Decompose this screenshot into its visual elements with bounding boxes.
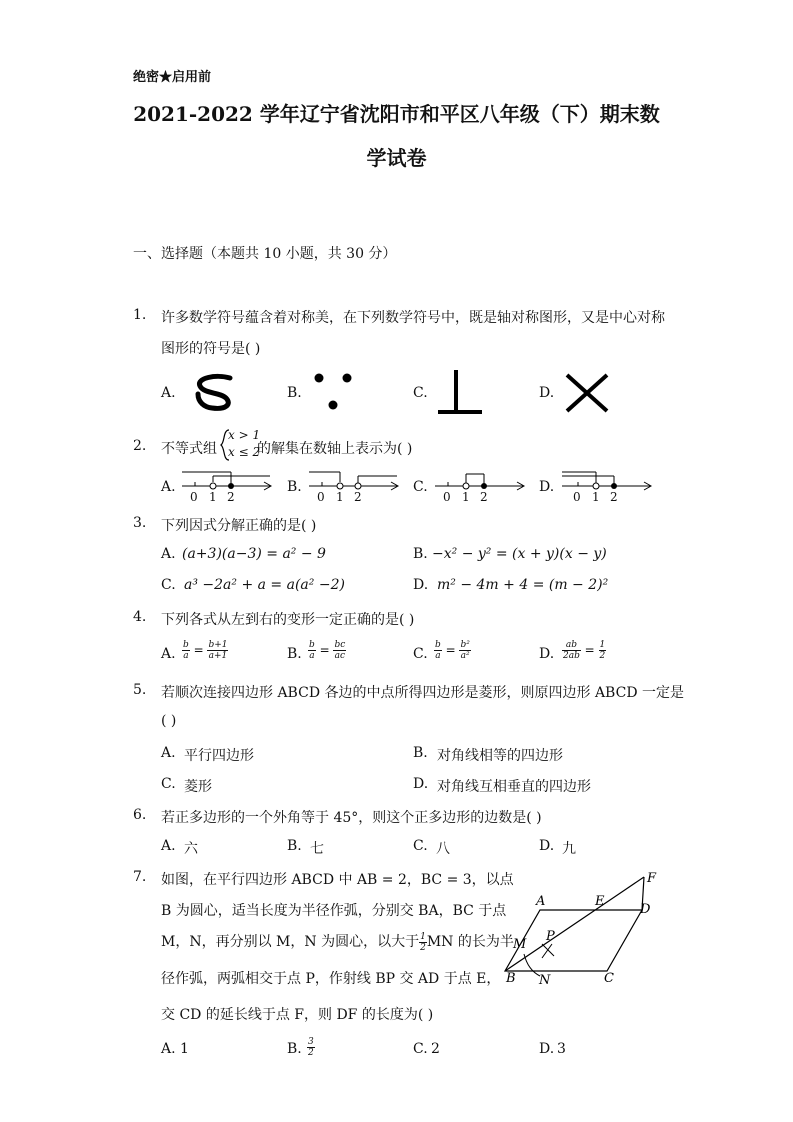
option-label: C. xyxy=(413,385,428,401)
option-label: B. xyxy=(413,546,428,562)
option-expression: $\frac{b}{a}$ = $\frac{bc}{ac}$ xyxy=(309,640,346,661)
inequality-2: x ≤ 2 xyxy=(228,445,261,459)
arc-intersection-p xyxy=(542,944,554,958)
option-expression: $\frac{b}{a}$ = $\frac{b+1}{a+1}$ xyxy=(183,640,228,661)
option-expression: (a+3)(a−3) = a² − 9 xyxy=(182,546,326,562)
option-label: D. xyxy=(539,646,555,662)
question-text: 的解集在数轴上表示为( ) xyxy=(257,441,413,457)
question-number: 3. xyxy=(133,515,147,531)
tick-label: 0 xyxy=(573,490,581,504)
secret-label: 绝密★启用前 xyxy=(133,70,212,85)
tick-label: 1 xyxy=(336,490,344,504)
option-label: B. xyxy=(287,385,302,401)
option-text xyxy=(307,1037,315,1058)
option-expression: m² − 4m + 4 = (m − 2)² xyxy=(437,577,609,593)
tick-label: 2 xyxy=(480,490,488,504)
figure-label: A xyxy=(536,894,546,909)
option-label: C. xyxy=(413,1041,428,1057)
option-label: A. xyxy=(161,479,176,495)
option-label: A. xyxy=(161,646,176,662)
option-label: B. xyxy=(413,745,428,761)
question-number: 1. xyxy=(133,307,147,323)
question-text: 下列各式从左到右的变形一定正确的是( ) xyxy=(161,612,415,628)
question-number: 4. xyxy=(133,609,147,625)
option-label: A. xyxy=(161,838,176,854)
exam-title-line2: 学试卷 xyxy=(366,146,427,170)
fraction: $\frac{bc}{ac}$ xyxy=(334,640,346,661)
parallelogram-figure xyxy=(502,868,662,990)
option-text: 3 xyxy=(557,1041,566,1057)
option-text: 七 xyxy=(310,841,324,857)
question-number: 6. xyxy=(133,807,147,823)
tick-label: 1 xyxy=(592,490,600,504)
option-label: B. xyxy=(287,646,302,662)
arc-mn xyxy=(524,954,540,976)
option-label: B. xyxy=(287,838,302,854)
tick-label: 0 xyxy=(190,490,198,504)
option-label: B. xyxy=(287,1041,302,1057)
tick-label: 1 xyxy=(209,490,217,504)
tick-label: 2 xyxy=(227,490,235,504)
question-number: 7. xyxy=(133,869,147,885)
option-text: 八 xyxy=(436,841,450,857)
tick-label: 0 xyxy=(443,490,451,504)
option-label: C. xyxy=(161,776,176,792)
tick-label: 2 xyxy=(354,490,362,504)
option-text: 菱形 xyxy=(184,779,212,795)
question-text: B 为圆心，适当长度为半径作弧，分别交 BA，BC 于点 xyxy=(161,903,507,919)
fraction: $\frac{b+1}{a+1}$ xyxy=(208,640,228,661)
option-label: C. xyxy=(413,646,428,662)
tick-label: 1 xyxy=(462,490,470,504)
s-symbol-icon xyxy=(186,372,242,412)
figure-label: C xyxy=(604,971,614,986)
option-label: A. xyxy=(161,385,176,401)
option-label: D. xyxy=(539,1041,555,1057)
section-heading: 一、选择题（本题共 10 小题，共 30 分） xyxy=(133,246,397,262)
option-expression: −x² − y² = (x + y)(x − y) xyxy=(432,546,607,562)
fraction: $\frac{b}{a}$ xyxy=(183,640,189,661)
option-text: 六 xyxy=(184,841,198,857)
option-label: A. xyxy=(161,745,176,761)
fraction: $\frac{b}{a}$ xyxy=(309,640,315,661)
inequality-1: x > 1 xyxy=(228,428,261,442)
fraction: $\frac{b}{a}$ xyxy=(435,640,441,661)
question-text: 若顺次连接四边形 ABCD 各边的中点所得四边形是菱形，则原四边形 ABCD 一定是 xyxy=(161,685,684,701)
question-text: 许多数学符号蕴含着对称美，在下列数学符号中，既是轴对称图形，又是中心对称 xyxy=(161,310,665,326)
option-text: 平行四边形 xyxy=(184,748,254,764)
option-label: C. xyxy=(413,838,428,854)
question-number: 2. xyxy=(133,438,147,454)
question-number: 5. xyxy=(133,682,147,698)
option-expression: $\frac{ab}{2ab}$ = $\frac{1}{2}$ xyxy=(563,640,606,661)
option-text: 2 xyxy=(431,1041,440,1057)
option-label: D. xyxy=(539,838,555,854)
question-text: 如图，在平行四边形 ABCD 中 AB = 2，BC = 3，以点 xyxy=(161,872,514,888)
fraction: $\frac{3}{2}$ xyxy=(308,1037,314,1058)
option-label: D. xyxy=(539,385,555,401)
fraction: $\frac{\text{b²}}{\text{a²}}$ xyxy=(460,640,470,661)
question-text: 若正多边形的一个外角等于 45°，则这个正多边形的边数是( ) xyxy=(161,810,542,826)
option-label: C. xyxy=(161,577,176,593)
figure-label: N xyxy=(539,973,551,988)
option-label: A. xyxy=(161,546,176,562)
figure-label: E xyxy=(595,894,605,909)
figure-label: F xyxy=(647,871,657,886)
question-text: 不等式组 xyxy=(161,441,217,457)
question-text: 下列因式分解正确的是( ) xyxy=(161,518,317,534)
option-label: D. xyxy=(539,479,555,495)
option-text: 九 xyxy=(562,841,576,857)
question-text: 交 CD 的延长线于点 F，则 DF 的长度为( ) xyxy=(161,1007,434,1023)
question-text: 图形的符号是( ) xyxy=(161,341,261,357)
option-text: 对角线互相垂直的四边形 xyxy=(437,779,591,795)
question-text: M，N，再分别以 M，N 为圆心，以大于 $\frac{1}{2}$ MN 的长为半 xyxy=(161,931,514,953)
figure-label: M xyxy=(513,937,527,952)
option-expression: a³ −2a² + a = a(a² −2) xyxy=(184,577,345,593)
fraction: $\frac{1}{2}$ xyxy=(599,640,606,661)
option-label: B. xyxy=(287,479,302,495)
ray-bp xyxy=(505,877,644,971)
tick-label: 2 xyxy=(610,490,618,504)
option-label: A. xyxy=(161,1041,176,1057)
fraction: $\frac{1}{2}$ xyxy=(420,931,426,953)
option-label: D. xyxy=(413,577,429,593)
figure-label: B xyxy=(506,971,516,986)
exam-title-line1: 2021-2022 学年辽宁省沈阳市和平区八年级（下）期末数 xyxy=(133,102,660,126)
option-text: 1 xyxy=(180,1041,189,1057)
option-label: D. xyxy=(413,776,429,792)
tick-label: 0 xyxy=(317,490,325,504)
fraction: $\frac{ab}{2ab}$ xyxy=(563,640,580,661)
question-text: 径作弧，两弧相交于点 P，作射线 BP 交 AD 于点 E， xyxy=(161,971,501,987)
figure-label: P xyxy=(546,929,555,944)
cross-symbol-icon xyxy=(563,372,611,414)
option-expression: $\frac{b}{a}$ = $\frac{\text{b²}}{\text{a²}}$ xyxy=(435,640,470,661)
option-text: 对角线相等的四边形 xyxy=(437,748,563,764)
option-label: C. xyxy=(413,479,428,495)
because-symbol-icon xyxy=(310,370,356,414)
perpendicular-symbol-icon xyxy=(436,368,484,416)
figure-label: D xyxy=(640,902,651,917)
question-text: ( ) xyxy=(161,713,177,729)
